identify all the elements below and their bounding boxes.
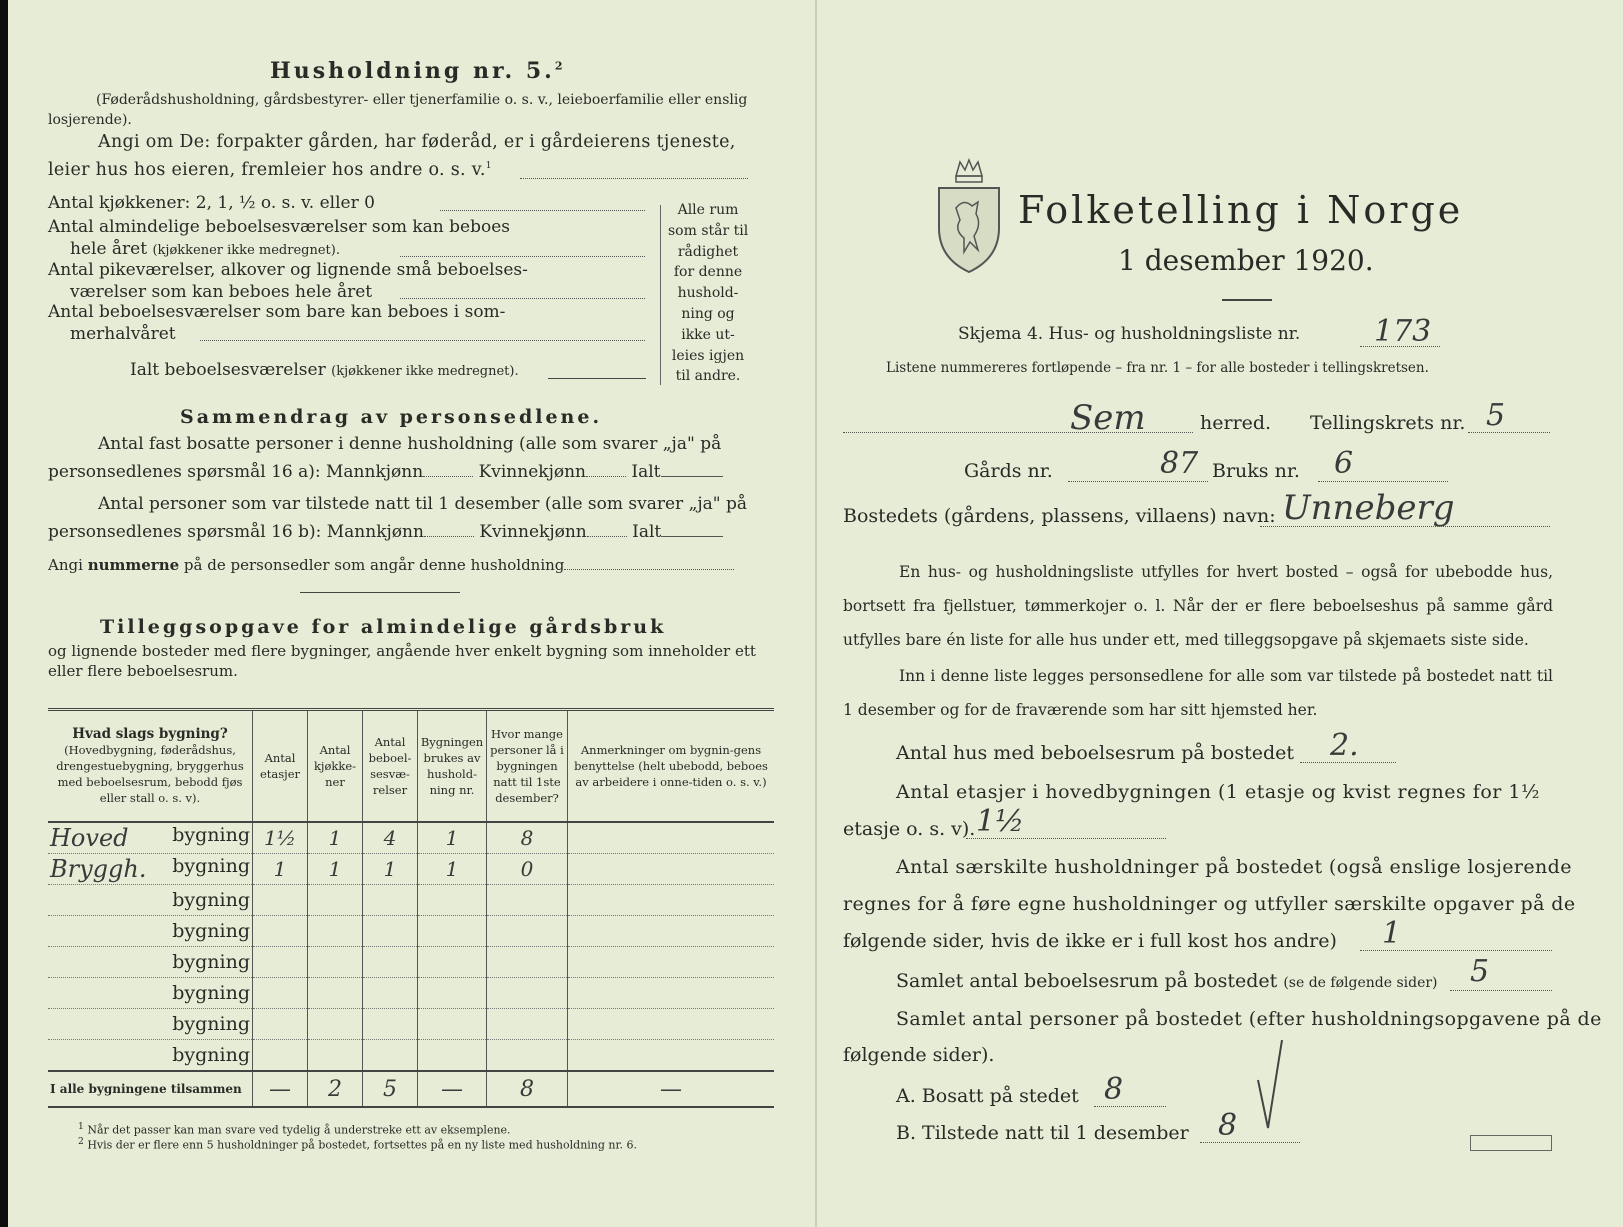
skjema-number: 173 bbox=[1374, 314, 1432, 349]
cell-hush bbox=[418, 947, 487, 978]
bruks-label: Bruks nr. bbox=[1212, 460, 1300, 482]
building-name-cell bbox=[48, 947, 253, 978]
side-note-line: til andre. bbox=[675, 368, 741, 385]
cell-hush bbox=[418, 978, 487, 1009]
herred-value: Sem bbox=[1070, 398, 1146, 438]
bygning-label: bygning bbox=[172, 1044, 250, 1066]
cell-personer bbox=[487, 978, 568, 1009]
etasjer-line-b: etasje o. s. v). bbox=[843, 818, 976, 840]
q-small-rooms-a: Antal pikeværelser, alkover og lignende små beboelses- bbox=[48, 260, 528, 280]
tellingskrets-line bbox=[1468, 432, 1550, 433]
footnote-1: $^1$ Når det passer kan man svare ved tydelig å understreke ett av eksemplene. bbox=[78, 1121, 511, 1137]
side-note-line: leies igjen bbox=[671, 347, 745, 364]
q-rooms-a: Antal almindelige beboelsesværelser som kan beboes bbox=[48, 217, 510, 237]
bygning-label: bygning bbox=[172, 920, 250, 942]
tillegg-title: Tilleggsopgave for almindelige gårdsbruk bbox=[100, 616, 667, 638]
side-note-line: hushold- bbox=[677, 285, 739, 302]
building-name-cell bbox=[48, 822, 253, 854]
q-kitchens: Antal kjøkkener: 2, 1, ½ o. s. v. eller 0 bbox=[48, 193, 375, 213]
checkmark-icon bbox=[1254, 1036, 1290, 1136]
side-note-line: ikke ut- bbox=[681, 326, 735, 343]
cell-etasjer bbox=[253, 916, 308, 947]
norway-coat-of-arms-icon bbox=[934, 158, 1004, 276]
title-rule bbox=[1222, 299, 1272, 301]
summary-1a: Antal fast bosatte personer i denne husholdning (alle som svarer „ja" på bbox=[98, 434, 722, 454]
cell-anm bbox=[568, 947, 775, 978]
building-name-cell bbox=[48, 885, 253, 916]
household-title: Husholdning nr. 5.$^2$ bbox=[270, 58, 566, 84]
cell-hush: 1 bbox=[418, 854, 487, 885]
instructions-2: Inn i denne liste legges personsedlene for alle som var tilstede på bostedet natt til 1 desember og for de fraværende som har sitt hjemsted her. bbox=[843, 667, 1553, 719]
building-name: Hoved bbox=[50, 824, 129, 852]
cell-vaerelser: 1 bbox=[363, 854, 418, 885]
table-row bbox=[48, 1040, 774, 1072]
cell-hush bbox=[418, 885, 487, 916]
cell-vaerelser bbox=[363, 947, 418, 978]
bygning-label: bygning bbox=[172, 1013, 250, 1035]
rum-answer-line bbox=[1450, 990, 1552, 991]
cell-anm bbox=[568, 978, 775, 1009]
total-etasjer: — bbox=[253, 1071, 308, 1107]
cell-vaerelser bbox=[363, 978, 418, 1009]
cell-hush bbox=[418, 1040, 487, 1072]
side-note-line: ning og bbox=[681, 305, 735, 322]
cell-anm bbox=[568, 1009, 775, 1040]
cell-etasjer: 1½ bbox=[253, 822, 308, 854]
skjema-number-line bbox=[1360, 346, 1440, 347]
total-husholdning: — bbox=[418, 1071, 487, 1107]
building-name-cell bbox=[48, 978, 253, 1009]
col-husholdning: Bygningen brukes av hushold-ning nr. bbox=[418, 710, 487, 823]
tellingskrets-value: 5 bbox=[1486, 398, 1506, 433]
cell-kjokken bbox=[308, 916, 363, 947]
side-note-line: Alle rum bbox=[677, 202, 739, 218]
building-name-cell bbox=[48, 854, 253, 885]
bosted-value: Unneberg bbox=[1282, 488, 1455, 528]
side-note-line: rådighet bbox=[677, 243, 739, 260]
q-summer-rooms-a: Antal beboelsesværelser som bare kan beboes i som- bbox=[48, 302, 506, 322]
angi-line-2: leier hus hos eieren, fremleier hos andre o. s. v.$^1$ bbox=[48, 160, 492, 180]
building-table bbox=[48, 708, 774, 1108]
saer-value: 1 bbox=[1382, 916, 1402, 951]
total-kjokken: 2 bbox=[308, 1071, 363, 1107]
personer-line-b: følgende sider). bbox=[843, 1044, 995, 1066]
total-anmerkninger: — bbox=[568, 1071, 775, 1107]
summary-2a: Antal personer som var tilstede natt til 1 desember (alle som svarer „ja" på bbox=[98, 494, 748, 514]
cell-anm bbox=[568, 916, 775, 947]
cell-hush bbox=[418, 1009, 487, 1040]
cell-etasjer bbox=[253, 1040, 308, 1072]
hus-line bbox=[1300, 762, 1396, 763]
table-row bbox=[48, 916, 774, 947]
table-row bbox=[48, 947, 774, 978]
rum-label: Samlet antal beboelsesrum på bostedet (se de følgende sider) bbox=[896, 970, 1438, 992]
table-total-row bbox=[48, 1071, 774, 1107]
cell-anm bbox=[568, 885, 775, 916]
etasjer-value: 1½ bbox=[976, 804, 1025, 839]
summary-3: Angi nummerne på de personsedler som angår denne husholdning bbox=[48, 556, 734, 574]
cell-kjokken bbox=[308, 978, 363, 1009]
col-personer: Hvor mange personer lå i bygningen natt til 1ste desember? bbox=[487, 710, 568, 823]
q-summer-rooms-b: merhalvåret bbox=[70, 324, 176, 344]
cell-etasjer bbox=[253, 947, 308, 978]
col-etasjer: Antal etasjer bbox=[253, 710, 308, 823]
census-date: 1 desember 1920. bbox=[1118, 244, 1374, 277]
gards-label: Gårds nr. bbox=[964, 460, 1053, 482]
cell-vaerelser bbox=[363, 916, 418, 947]
table-row bbox=[48, 822, 774, 854]
cell-hush: 1 bbox=[418, 822, 487, 854]
tilstede-line bbox=[1200, 1142, 1300, 1143]
table-row bbox=[48, 1009, 774, 1040]
saer-line-b: regnes for å føre egne husholdninger og utfyller særskilte opgaver på de bbox=[843, 893, 1576, 915]
gards-line bbox=[1068, 481, 1208, 482]
q-summer-rooms-line bbox=[200, 340, 645, 341]
bosted-line bbox=[1260, 526, 1550, 527]
cell-personer: 8 bbox=[487, 822, 568, 854]
cell-personer bbox=[487, 916, 568, 947]
building-name: Bryggh. bbox=[50, 855, 147, 883]
building-name-cell bbox=[48, 916, 253, 947]
section-divider bbox=[300, 592, 460, 593]
hus-label: Antal hus med beboelsesrum på bostedet bbox=[896, 742, 1295, 764]
bosatt-line bbox=[1094, 1106, 1166, 1107]
cell-kjokken bbox=[308, 1040, 363, 1072]
cell-vaerelser bbox=[363, 885, 418, 916]
cell-anm bbox=[568, 854, 775, 885]
total-personer: 8 bbox=[487, 1071, 568, 1107]
cell-etasjer bbox=[253, 978, 308, 1009]
bygning-label: bygning bbox=[172, 982, 250, 1004]
side-note bbox=[668, 200, 748, 387]
cell-kjokken bbox=[308, 1009, 363, 1040]
bruks-value: 6 bbox=[1334, 446, 1354, 481]
col-building-type: Hvad slags bygning? (Hovedbygning, føderådshus, drengestuebygning, bryggerhus med beboelsesrum, bebodd fjøs eller stall o. s. v). bbox=[48, 710, 253, 823]
total-label: I alle bygningene tilsammen bbox=[48, 1071, 253, 1107]
tilstede-label: B. Tilstede natt til 1 desember bbox=[896, 1122, 1189, 1144]
angi-answer-line bbox=[520, 178, 748, 179]
personer-line-a: Samlet antal personer på bostedet (efter husholdningsopgavene på de bbox=[896, 1008, 1602, 1030]
gards-value: 87 bbox=[1160, 446, 1199, 481]
side-note-line: som står til bbox=[668, 222, 749, 239]
cell-anm bbox=[568, 822, 775, 854]
cell-kjokken bbox=[308, 885, 363, 916]
saer-answer-line bbox=[1360, 950, 1552, 951]
rum-value: 5 bbox=[1470, 954, 1490, 989]
q-small-rooms-line bbox=[400, 298, 645, 299]
numbering-note: Listene nummereres fortløpende – fra nr. 1 – for alle bosteder i tellingskretsen. bbox=[886, 360, 1429, 376]
table-row bbox=[48, 885, 774, 916]
cell-kjokken bbox=[308, 947, 363, 978]
tilstede-value: 8 bbox=[1218, 1108, 1238, 1143]
cell-personer bbox=[487, 1009, 568, 1040]
table-row bbox=[48, 978, 774, 1009]
saer-line-c: følgende sider, hvis de ikke er i full kost hos andre) bbox=[843, 930, 1337, 952]
summary-2b: personsedlenes spørsmål 16 b): Mannkjønn Kvinnekjønn Ialt bbox=[48, 522, 723, 542]
building-name-cell bbox=[48, 1040, 253, 1072]
scan-edge bbox=[0, 0, 8, 1227]
bygning-label: bygning bbox=[172, 855, 250, 877]
summary-1b: personsedlenes spørsmål 16 a): Mannkjønn Kvinnekjønn Ialt bbox=[48, 462, 723, 482]
cell-anm bbox=[568, 1040, 775, 1072]
footnote-2: $^2$ Hvis der er flere enn 5 husholdninger på bostedet, fortsettes på en ny liste med husholdning nr. 6. bbox=[78, 1136, 638, 1152]
cell-etasjer: 1 bbox=[253, 854, 308, 885]
q-rooms-b: hele året (kjøkkener ikke medregnet). bbox=[70, 239, 340, 259]
cell-etasjer bbox=[253, 885, 308, 916]
cell-hush bbox=[418, 916, 487, 947]
skjema-line: Skjema 4. Hus- og husholdningsliste nr. bbox=[958, 324, 1301, 344]
cell-kjokken: 1 bbox=[308, 854, 363, 885]
herred-label: herred. bbox=[1200, 412, 1272, 434]
cell-personer bbox=[487, 947, 568, 978]
col-vaerelser: Antal beboel-sesvæ-relser bbox=[363, 710, 418, 823]
bosatt-value: 8 bbox=[1104, 1072, 1124, 1107]
tillegg-text: og lignende bosteder med flere bygninger, angående hver enkelt bygning som inneholder ett eller flere beboelsesrum. bbox=[48, 642, 756, 680]
hus-value: 2. bbox=[1330, 728, 1359, 763]
bygning-label: bygning bbox=[172, 824, 250, 846]
q-total-rooms-line bbox=[548, 378, 646, 379]
form-title: Folketelling i Norge bbox=[1018, 188, 1464, 232]
etasjer-answer-line bbox=[966, 838, 1166, 839]
tellingskrets-label: Tellingskrets nr. bbox=[1310, 412, 1466, 434]
cell-vaerelser bbox=[363, 1040, 418, 1072]
q-kitchens-line bbox=[440, 210, 645, 211]
cell-kjokken: 1 bbox=[308, 822, 363, 854]
side-note-line: for denne bbox=[673, 264, 743, 281]
cell-vaerelser bbox=[363, 1009, 418, 1040]
q-small-rooms-b: værelser som kan beboes hele året bbox=[70, 282, 373, 302]
etasjer-line-a: Antal etasjer i hovedbygningen (1 etasje og kvist regnes for 1½ bbox=[896, 781, 1540, 803]
bygning-label: bygning bbox=[172, 951, 250, 973]
instructions-1: En hus- og husholdningsliste utfylles for hvert bosted – også for ubebodde hus, bortsett fra fjellstuer, tømmerkojer o. l. Når der er flere beboelseshus på samme gård utfylles bare én liste for alle hus under ett, med tilleggsopgave på skjemaets siste side. bbox=[843, 563, 1553, 649]
saer-line-a: Antal særskilte husholdninger på bostedet (også enslige losjerende bbox=[896, 856, 1572, 878]
q-rooms-line bbox=[400, 256, 645, 257]
angi-line-1: Angi om De: forpakter gården, har føderåd, er i gårdeierens tjeneste, bbox=[98, 132, 736, 152]
bosted-label: Bostedets (gårdens, plassens, villaens) navn: bbox=[843, 505, 1276, 527]
summary-title: Sammendrag av personsedlene. bbox=[180, 406, 603, 428]
total-vaerelser: 5 bbox=[363, 1071, 418, 1107]
bruks-line bbox=[1318, 481, 1448, 482]
col-anmerkninger: Anmerkninger om bygnin-gens benyttelse (helt ubebodd, beboes av arbeidere i onne-tiden o. s. v.) bbox=[568, 710, 775, 823]
bygning-label: bygning bbox=[172, 889, 250, 911]
bosatt-label: A. Bosatt på stedet bbox=[896, 1085, 1079, 1107]
cell-personer bbox=[487, 1040, 568, 1072]
page-fold bbox=[815, 0, 817, 1227]
cell-vaerelser: 4 bbox=[363, 822, 418, 854]
q-total-rooms: Ialt beboelsesværelser (kjøkkener ikke medregnet). bbox=[130, 360, 519, 380]
brace bbox=[660, 205, 661, 385]
col-kjokkener: Antal kjøkke-ner bbox=[308, 710, 363, 823]
household-type-note: (Føderådshusholdning, gårdsbestyrer- eller tjenerfamilie o. s. v., leieboerfamilie eller enslig losjerende). bbox=[48, 92, 748, 128]
cell-personer bbox=[487, 885, 568, 916]
table-row bbox=[48, 854, 774, 885]
cell-personer: 0 bbox=[487, 854, 568, 885]
cell-etasjer bbox=[253, 1009, 308, 1040]
building-name-cell bbox=[48, 1009, 253, 1040]
printer-stamp bbox=[1470, 1135, 1552, 1151]
